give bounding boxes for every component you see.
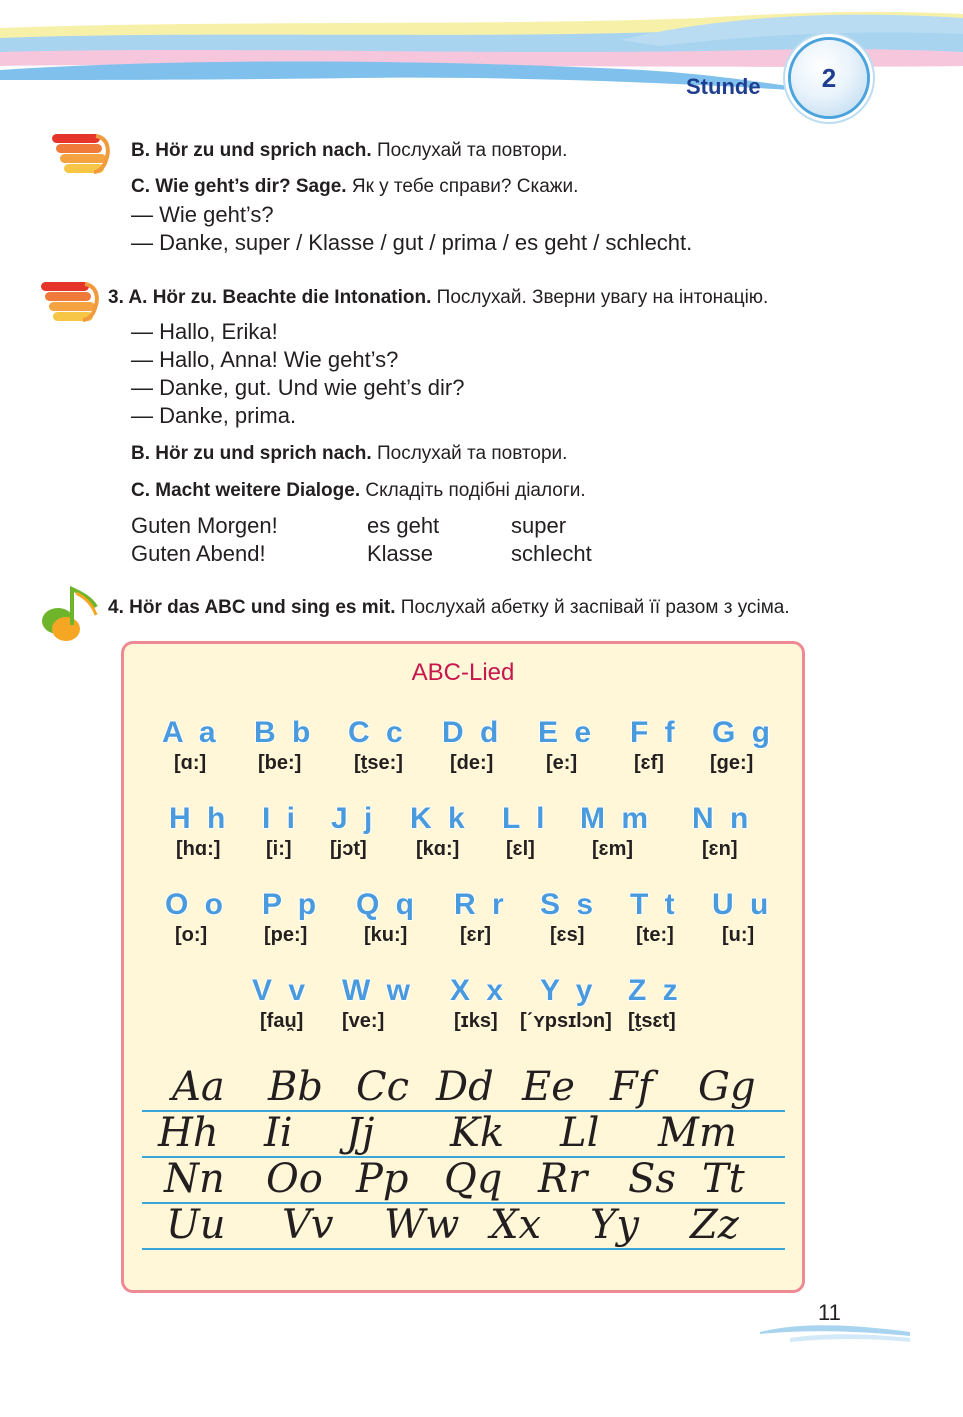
handwriting-line [142, 1248, 785, 1250]
letter-pronunciation: [te:] [636, 924, 674, 946]
alphabet-letter: H h [169, 802, 230, 835]
alphabet-letter: K k [410, 802, 469, 835]
letter-pronunciation: [ɛs] [550, 924, 585, 946]
lesson-number-badge [791, 40, 867, 116]
handwriting-line [142, 1202, 785, 1204]
letter-pronunciation: [ve:] [342, 1010, 385, 1032]
letter-pronunciation: [be:] [258, 752, 302, 774]
cursive-letter: Rr [538, 1156, 588, 1202]
letter-pronunciation: [ɛm] [592, 838, 634, 860]
abc-title: ABC-Lied [411, 659, 515, 686]
cursive-letter: Ii [264, 1110, 293, 1156]
dialog-line: — Hallo, Erika! [131, 319, 278, 344]
alphabet-letter: C c [348, 716, 407, 749]
letter-pronunciation: [ɛf] [634, 752, 664, 774]
phrase-cell: Guten Morgen! [131, 513, 278, 538]
letter-pronunciation: [u:] [722, 924, 755, 946]
cursive-letter: Mm [658, 1110, 737, 1156]
letter-pronunciation: [ˊʏpsɪlɔn] [520, 1010, 612, 1032]
letter-pronunciation: [i:] [266, 838, 292, 860]
cursive-letter: Hh [158, 1110, 219, 1156]
alphabet-letter: Y y [540, 974, 597, 1007]
letter-pronunciation: [ɛn] [702, 838, 738, 860]
cursive-letter: Jj [346, 1110, 375, 1156]
dialog-line: — Danke, prima. [131, 403, 297, 428]
alphabet-letter: W w [342, 974, 414, 1007]
phrase-cell: schlecht [511, 541, 592, 566]
alphabet-letter: O o [165, 888, 227, 921]
letter-pronunciation: [ku:] [364, 924, 408, 946]
alphabet-letter: F f [630, 716, 679, 749]
cursive-letter: Ee [522, 1064, 575, 1110]
dialog-line: — Danke, gut. Und wie geht’s dir? [131, 375, 465, 400]
listen-hands-icon [39, 276, 103, 324]
alphabet-letter: J j [331, 802, 377, 835]
alphabet-letter: L l [502, 802, 549, 835]
ex2-line: — Wie geht’s? [131, 202, 274, 227]
alphabet-letter: E e [538, 716, 596, 749]
alphabet-letter: G g [712, 716, 774, 749]
cursive-letter: Ff [610, 1064, 653, 1110]
phrase-cell: Klasse [367, 541, 434, 566]
cursive-letter: Xx [490, 1202, 542, 1248]
cursive-letter: Oo [266, 1156, 323, 1202]
listen-hands-icon [50, 128, 114, 176]
ex3-a-instruction: 3. A. Hör zu. Beachte die Intonation. Послухай. Зверни увагу на інтонацію. [108, 287, 769, 308]
cursive-letter: Aa [172, 1064, 225, 1110]
ex2-b-instruction: B. Hör zu und sprich nach. Послухай та повтори. [131, 140, 568, 161]
cursive-letter: Ww [384, 1202, 460, 1248]
ex4-instruction: 4. Hör das ABC und sing es mit. Послухай абетку й заспівай її разом з усіма. [108, 597, 790, 618]
alphabet-letter: P p [262, 888, 321, 921]
dialog-line: — Hallo, Anna! Wie geht’s? [131, 347, 399, 372]
cursive-letter: Cc [356, 1064, 410, 1110]
letter-pronunciation: [ɛr] [460, 924, 492, 946]
alphabet-letter: T t [630, 888, 679, 921]
phrase-cell: super [511, 513, 567, 538]
lesson-label: Stunde [686, 74, 761, 99]
alphabet-letter: Z z [628, 974, 682, 1007]
alphabet-letter: X x [450, 974, 508, 1007]
cursive-letter: Uu [166, 1202, 226, 1248]
ex2-line: — Danke, super / Klasse / gut / prima / es geht / schlecht. [131, 230, 693, 255]
alphabet-letter: I i [262, 802, 300, 835]
letter-pronunciation: [de:] [450, 752, 494, 774]
letter-pronunciation: [jɔt] [330, 838, 367, 860]
cursive-letter: Ll [560, 1110, 600, 1156]
alphabet-letter: S s [540, 888, 598, 921]
letter-pronunciation: [o:] [175, 924, 208, 946]
alphabet-letter: A a [162, 716, 220, 749]
alphabet-letter: B b [254, 716, 315, 749]
letter-pronunciation: [ge:] [710, 752, 754, 774]
letter-pronunciation: [e:] [546, 752, 578, 774]
ex3-b-instruction: B. Hör zu und sprich nach. Послухай та повтори. [131, 443, 568, 464]
cursive-letter: Dd [436, 1064, 494, 1110]
letter-pronunciation: [hɑ:] [176, 838, 221, 860]
ex3-c-instruction: C. Macht weitere Dialoge. Складіть подібні діалоги. [131, 480, 586, 501]
letter-pronunciation: [ɪks] [454, 1010, 498, 1032]
cursive-letter: Qq [444, 1156, 503, 1202]
alphabet-letter: N n [692, 802, 753, 835]
cursive-letter: Zz [690, 1202, 739, 1248]
cursive-letter: Bb [268, 1064, 323, 1110]
letter-pronunciation: [ɛl] [506, 838, 535, 860]
letter-pronunciation: [ɑ:] [174, 752, 207, 774]
letter-pronunciation: [pe:] [264, 924, 308, 946]
phrase-cell: es geht [367, 513, 440, 538]
letter-pronunciation: [kɑ:] [416, 838, 460, 860]
letter-pronunciation: [t̮se:] [354, 752, 403, 774]
abc-song-box [121, 641, 805, 1293]
cursive-letter: Gg [698, 1064, 756, 1110]
phrase-cell: Guten Abend! [131, 541, 266, 566]
letter-pronunciation: [fau̯] [260, 1010, 304, 1032]
ex2-c-instruction: C. Wie geht’s dir? Sage. Як у тебе справи? Скажи. [131, 176, 579, 197]
cursive-letter: Tt [702, 1156, 745, 1202]
music-note-icon [38, 585, 102, 645]
alphabet-letter: D d [442, 716, 503, 749]
alphabet-letter: Q q [356, 888, 418, 921]
cursive-letter: Vv [282, 1202, 334, 1248]
cursive-letter: Yy [590, 1202, 640, 1248]
lesson-number: 2 [821, 63, 837, 93]
alphabet-letter: M m [580, 802, 652, 835]
page-number: 11 [818, 1300, 841, 1325]
alphabet-letter: V v [252, 974, 310, 1007]
cursive-letter: Pp [356, 1156, 409, 1202]
alphabet-letter: R r [454, 888, 508, 921]
cursive-letter: Kk [450, 1110, 505, 1156]
letter-pronunciation: [t̮sɛt] [628, 1010, 676, 1032]
cursive-letter: Nn [164, 1156, 225, 1202]
cursive-letter: Ss [628, 1156, 676, 1202]
alphabet-letter: U u [712, 888, 773, 921]
